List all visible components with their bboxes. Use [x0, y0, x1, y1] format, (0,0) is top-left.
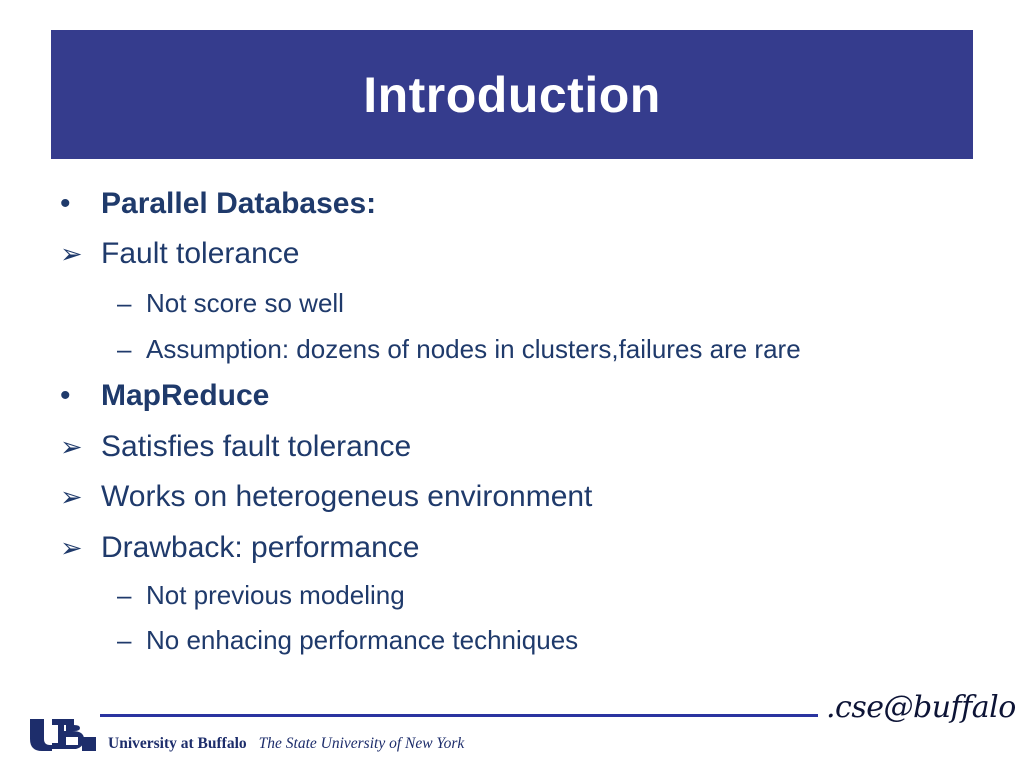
arrow-text: Drawback: performance	[101, 531, 420, 564]
footer-divider	[100, 714, 818, 717]
sub-bullet-text: Not score so well	[146, 288, 344, 318]
bullet-text: Parallel Databases:	[101, 187, 377, 220]
arrow-marker: ➢	[60, 533, 83, 563]
arrow-text: Satisfies fault tolerance	[101, 430, 412, 463]
arrow-text: Works on heterogeneus environment	[101, 480, 593, 513]
dash-marker: –	[117, 625, 132, 655]
arrow-marker: ➢	[60, 239, 83, 269]
bullet-marker: •	[60, 379, 71, 412]
dash-marker: –	[117, 288, 132, 318]
university-name	[108, 735, 464, 753]
bullet-text: MapReduce	[101, 379, 270, 412]
bullet-marker: •	[60, 187, 71, 220]
slide-title: Introduction	[363, 66, 661, 123]
ub-logo	[28, 717, 98, 753]
university-label: University at Buffalo	[108, 735, 247, 752]
sub-bullet-text: Not previous modeling	[146, 580, 405, 610]
sub-bullet-text: Assumption: dozens of nodes in clusters,failures are rare	[146, 334, 801, 364]
cse-buffalo-logo: .cse@buffalo	[826, 690, 1016, 725]
state-university-label: The State University of New York	[258, 735, 465, 752]
arrow-marker: ➢	[60, 482, 83, 512]
dash-marker: –	[117, 580, 132, 610]
sub-bullet-text: No enhacing performance techniques	[146, 625, 579, 655]
title-bar	[51, 30, 973, 159]
dash-marker: –	[117, 334, 132, 364]
arrow-text: Fault tolerance	[101, 237, 300, 270]
arrow-marker: ➢	[60, 432, 83, 462]
